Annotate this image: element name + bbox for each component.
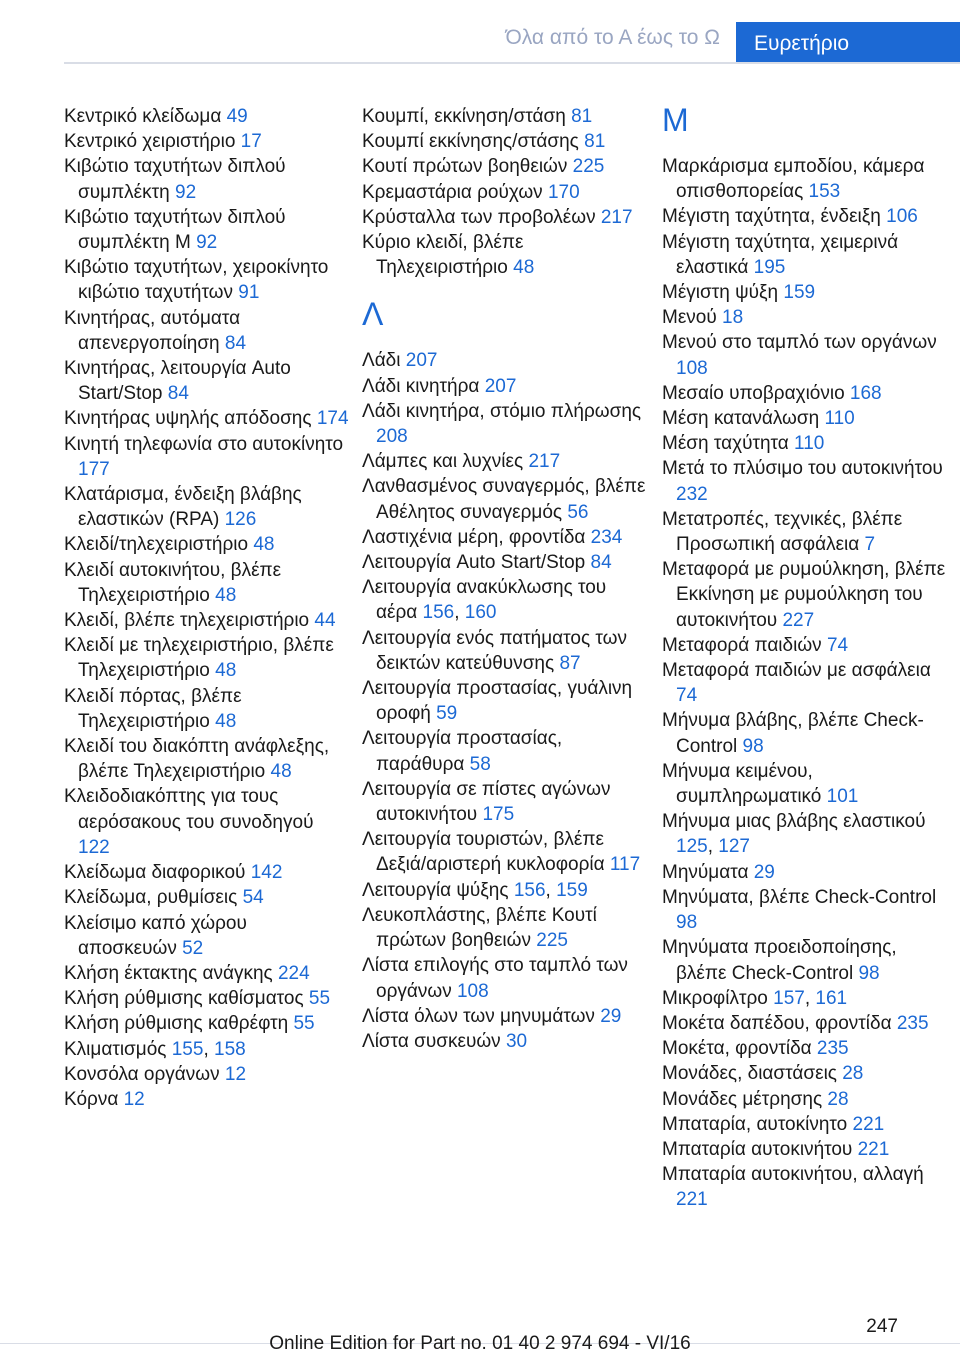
index-entry [64,734,350,784]
page-ref-link[interactable]: 29 [600,1005,622,1027]
index-entry [662,230,948,280]
index-entry-term: Μέση κατανάλωση [662,408,825,430]
index-entry [362,525,648,550]
index-entry-term: Κουμπί εκκίνησης/στάσης [362,131,585,153]
index-entry-term: Λειτουργία ψύξης [362,879,514,901]
page-ref-link[interactable]: 159 [556,879,588,901]
index-entry-term: Κρύσταλλα των προβολέων [362,206,601,228]
page-ref-link[interactable]: 221 [857,1138,890,1160]
index-entry [662,986,948,1011]
index-entry [64,104,350,129]
page-ref-link[interactable]: 221 [852,1113,885,1135]
page-ref-link[interactable]: 235 [816,1038,849,1060]
index-entry-term: Μέγιστη ταχύτητα, ένδειξη [662,206,887,228]
index-entry [362,1004,648,1029]
page-ref-link[interactable]: 48 [270,761,292,783]
index-entry [64,911,350,961]
page-ref-link[interactable]: 55 [308,988,331,1010]
page-ref-link[interactable]: 207 [405,350,438,372]
index-entry [662,860,948,885]
index-entry [362,230,648,280]
page-ref-link[interactable]: 110 [824,408,855,430]
index-entry-term: Κλήση έκτακτης ανάγκης [64,962,278,984]
index-entry [64,608,350,633]
index-entry-term: Κεντρικό χειριστήριο [64,131,241,153]
page-ref-link[interactable]: 217 [528,451,561,473]
index-entry-term: Λάδι κινητήρα, στόμιο πλήρωσης [362,400,642,422]
page-ref-link[interactable]: 84 [590,552,612,574]
page-ref-link[interactable]: 235 [896,1012,929,1034]
index-entry-term: Λίστα επιλογής στο ταμπλό των οργάνων [362,955,628,1002]
page-ref-link[interactable]: 28 [827,1088,849,1110]
page-ref-link[interactable]: 217 [600,206,633,228]
page-ref-link[interactable]: 225 [536,930,568,952]
index-entry [662,1137,948,1162]
page-ref-link[interactable]: 52 [182,937,204,959]
index-entry [362,104,648,129]
index-entry-term: Κύριο κλειδί, βλέπε Τηλεχειριστήριο [362,232,524,279]
index-entry [64,432,350,482]
page-ref-link[interactable]: 158 [214,1038,246,1060]
index-entry-term: Κλείδωμα διαφορικού [64,862,251,884]
index-entry-term: Μπαταρία αυτοκινήτου [662,1138,858,1160]
index-entry [662,1036,948,1061]
index-entry [64,558,350,608]
page-ref-link[interactable]: 142 [250,862,283,884]
index-entry-term: Κινητήρας, αυτόματα απενεργοποίηση [64,307,241,354]
page-ref-link[interactable]: 195 [753,256,786,278]
index-column-1 [64,104,350,1112]
page-header [0,0,960,62]
index-entry [362,878,648,903]
index-entry [362,550,648,575]
index-entry-term: Κινητήρας, λειτουργία Auto Start/Stop [64,358,291,405]
index-entry-term: Λίστα όλων των μηνυμάτων [362,1005,601,1027]
page-ref-link[interactable]: 156 [422,602,455,624]
index-entry [662,507,948,557]
index-entry-term: Μοκέτα, φροντίδα [662,1038,817,1060]
footer-edition: Online Edition for Part no. 01 40 2 974 694 - VI/16 [269,1333,691,1354]
page-ref-link[interactable]: 17 [240,131,262,153]
page-ref-link[interactable]: 221 [676,1189,708,1211]
page-ref-link[interactable]: 156 [513,879,546,901]
page-ref-link[interactable]: 12 [123,1088,145,1110]
index-entry-term: Λάμπες και λυχνίες [362,451,529,473]
page-ref-link[interactable]: 98 [858,962,880,984]
index-entry [362,374,648,399]
index-entry [64,860,350,885]
page-ref-link[interactable]: 49 [226,106,248,127]
index-entry [662,935,948,985]
index-entry-term: Κόρνα [64,1088,124,1110]
page-ref-link[interactable]: 155 [171,1038,204,1060]
index-entry-term: Κλατάρισμα, ένδειξη βλάβης ελαστικών (RPA) [64,484,302,531]
page-ref-separator: , [707,836,719,858]
index-entry [64,306,350,356]
index-entry-term: Λειτουργία σε πίστες αγώνων αυτοκινήτου [362,778,611,826]
page-ref-separator: , [804,987,816,1009]
index-entry-term: Μέγιστη ταχύτητα, χειμερινά ελαστικά [662,231,899,278]
page-ref-link[interactable]: 48 [513,257,535,279]
page-ref-separator: , [545,879,557,901]
index-entry [64,154,350,204]
page-ref-link[interactable]: 108 [456,980,489,1002]
index-entry [362,1029,648,1054]
page-ref-link[interactable]: 110 [794,433,825,455]
index-entry-term: Κλειδί αυτοκινήτου, βλέπε Τηλεχειριστήριο [64,559,282,606]
page-number: 247 [866,1316,898,1337]
page-ref-link[interactable]: 159 [783,282,816,304]
page-ref-link[interactable]: 28 [842,1063,864,1085]
page-ref-link[interactable]: 208 [376,426,408,448]
index-letter-heading: M [662,102,689,138]
page-ref-link[interactable]: 207 [484,375,517,397]
page-ref-link[interactable]: 7 [864,534,876,556]
index-entry [64,1037,350,1062]
page-ref-link[interactable]: 224 [277,962,310,984]
index-entry [662,280,948,305]
index-entry-term: Κρεμαστάρια ρούχων [362,181,548,203]
index-entry-term: Μικροφίλτρο [662,987,774,1009]
index-entry [362,474,648,524]
index-entry [662,1011,948,1036]
index-entry [362,626,648,676]
index-entry-term: Κλειδί με τηλεχειριστήριο, βλέπε Τηλεχειριστήριο [64,635,334,682]
index-entry-term: Λίστα συσκευών [362,1030,506,1052]
page-ref-link[interactable]: 127 [718,836,750,858]
page-ref-link[interactable]: 74 [826,634,849,656]
page-ref-link[interactable]: 168 [849,382,882,404]
index-entry [362,399,648,449]
index-entry [362,777,648,827]
index-entry-term: Λάδι κινητήρα [362,375,485,397]
index-entry-term: Μεταφορά με ρυμούλκηση, βλέπε Εκκίνηση με ρυμούλκηση του αυτοκινήτου [662,559,946,631]
index-entry-term: Μαρκάρισμα εμποδίου, κάμερα οπισθοπορείας [662,156,925,203]
header-chapter-title: Ευρετήριο [754,32,850,55]
index-entry [362,903,648,953]
page-ref-link[interactable]: 29 [753,861,775,883]
index-entry-term: Κλειδί/τηλεχειριστήριο [64,534,254,556]
index-entry [64,482,350,532]
index-entry [662,305,948,330]
index-entry [64,633,350,683]
page-ref-link[interactable]: 48 [253,534,275,556]
index-entry-term: Κλειδί, βλέπε τηλεχειριστήριο [64,610,315,632]
index-entry [662,1112,948,1137]
index-entry-term: Μεταφορά παιδιών [662,634,827,656]
index-entry-term: Λειτουργία ανακύκλωσης του αέρα [362,577,607,624]
index-entry-term: Λειτουργία Auto Start/Stop [362,552,591,574]
page-ref-link[interactable]: 117 [609,854,641,876]
index-column-3 [662,104,948,1213]
index-entry-term: Μηνύματα προειδοποίησης, βλέπε Check-Control [662,937,897,984]
index-entry [662,708,948,758]
page-ref-link[interactable]: 234 [590,526,623,548]
index-entry-term: Κιβώτιο ταχυτήτων διπλού συμπλέκτη [64,156,286,203]
page-ref-link[interactable]: 125 [676,836,708,858]
page-ref-link[interactable]: 59 [436,703,458,725]
index-entry-term: Λειτουργία προστασίας, παράθυρα [362,728,563,775]
index-entry-term: Μπαταρία, αυτοκίνητο [662,1113,853,1135]
index-entry-term: Λάδι [362,350,406,372]
index-entry [64,406,350,431]
page-ref-link[interactable]: 48 [215,584,237,606]
index-entry-term: Κλιματισμός [64,1038,172,1060]
page-ref-link[interactable]: 74 [676,685,698,707]
index-entry [64,986,350,1011]
index-entry [64,1087,350,1112]
index-entry-term: Κονσόλα οργάνων [64,1063,225,1085]
index-letter-heading: Λ [362,296,384,333]
index-entry [662,633,948,658]
index-entry-term: Μετατροπές, τεχνικές, βλέπε Προσωπική ασφάλεια [662,508,903,556]
index-entry-term: Λειτουργία ενός πατήματος των δεικτών κατεύθυνσης [362,627,627,674]
index-entry-term: Μενού στο ταμπλό των οργάνων [662,332,937,354]
page-ref-link[interactable]: 48 [215,660,237,682]
page-ref-link[interactable]: 175 [482,804,515,826]
index-entry [362,575,648,625]
page-ref-link[interactable]: 160 [464,602,497,624]
page-ref-link[interactable]: 84 [167,383,189,405]
page-ref-link[interactable]: 56 [567,501,589,523]
index-entry [64,532,350,557]
index-entry [64,885,350,910]
page-ref-link[interactable]: 58 [469,753,491,775]
index-entry [662,759,948,809]
index-entry-term: Μέγιστη ψύξη [662,282,784,304]
index-entry-term: Μεταφορά παιδιών με ασφάλεια [662,660,931,682]
index-entry [662,885,948,935]
page-ref-link[interactable]: 174 [316,408,349,430]
page-ref-link[interactable]: 55 [293,1013,315,1035]
index-entry-term: Μετά το πλύσιμο του αυτοκινήτου [662,458,943,480]
index-entry [662,809,948,859]
page-ref-link[interactable]: 106 [886,206,918,228]
index-entry [64,784,350,860]
index-entry [362,154,648,179]
index-entry-term: Λειτουργία τουριστών, βλέπε Δεξιά/αριστερή κυκλοφορία [362,829,610,876]
page-ref-link[interactable]: 126 [224,509,257,531]
page-ref-link[interactable]: 81 [571,106,593,127]
index-entry-term: Λειτουργία προστασίας, γυάλινη οροφή [362,678,633,725]
index-entry [362,953,648,1003]
page-ref-link[interactable]: 91 [238,282,260,304]
page-ref-separator: , [454,602,465,624]
index-entry-term: Κουτί πρώτων βοηθειών [362,156,573,178]
index-entry-term: Κλειδοδιακόπτης για τους αερόσακους του συνοδηγού [64,786,314,833]
page-ref-link[interactable]: 12 [224,1063,247,1085]
page-ref-link[interactable]: 48 [215,710,237,732]
index-entry-term: Μηνύματα, βλέπε Check-Control [662,886,937,908]
index-column-2 [362,104,648,1054]
index-entry [662,431,948,456]
index-entry-term: Κιβώτιο ταχυτήτων διπλού συμπλέκτη M [64,206,286,254]
index-entry-term: Μεσαίο υποβραχιόνιο [662,382,850,404]
page-ref-link[interactable]: 161 [815,987,848,1009]
index-entry-term: Μήνυμα κειμένου, συμπληρωματικό [662,760,827,808]
index-entry [662,330,948,380]
index-entry [64,1011,350,1036]
index-entry [662,406,948,431]
page-ref-link[interactable]: 87 [559,652,581,674]
index-entry-term: Μονάδες, διαστάσεις [662,1063,843,1085]
index-entry [662,204,948,229]
index-entry [64,356,350,406]
index-entry-term: Κλείσιμο καπό χώρου αποσκευών [64,912,247,959]
index-entry [662,658,948,708]
index-entry-term: Λανθασμένος συναγερμός, βλέπε Αθέλητος συναγερμός [362,476,646,523]
page-ref-link[interactable]: 30 [505,1030,528,1052]
index-entry [662,456,948,506]
index-entry [64,1062,350,1087]
page-ref-link[interactable]: 92 [196,232,218,254]
page-ref-link[interactable]: 98 [676,912,698,934]
page-ref-link[interactable]: 81 [584,131,606,153]
page-ref-link[interactable]: 92 [175,181,197,203]
index-entry [64,205,350,255]
index-entry-term: Κλειδί του διακόπτη ανάφλεξης, βλέπε Τηλεχειριστήριο [64,736,330,783]
index-entry [362,676,648,726]
index-entry-term: Κλείδωμα, ρυθμίσεις [64,887,243,909]
index-entry-term: Κλήση ρύθμισης καθρέφτη [64,1013,294,1035]
page-ref-link[interactable]: 44 [314,610,336,632]
header-divider [64,62,960,64]
index-entry-term: Κλήση ρύθμισης καθίσματος [64,988,309,1010]
index-entry [64,255,350,305]
index-entry-term: Κινητή τηλεφωνία στο αυτοκίνητο [64,433,344,455]
page-ref-link[interactable]: 101 [826,786,859,808]
page-ref-link[interactable]: 227 [782,609,815,631]
index-entry [362,180,648,205]
index-entry [662,381,948,406]
index-entry-term: Μηνύματα [662,861,754,883]
index-entry [662,154,948,204]
index-entry [64,961,350,986]
page-ref-link[interactable]: 98 [742,735,764,757]
index-entry-term: Μέση ταχύτητα [662,433,795,455]
page-ref-link[interactable]: 225 [572,156,605,178]
header-chapter-tab[interactable] [736,22,960,62]
index-entry-term: Μονάδες μέτρησης [662,1088,828,1110]
page-ref-link[interactable]: 18 [722,307,744,329]
index-entry-term: Μενού [662,307,723,329]
page-ref-link[interactable]: 157 [773,987,805,1009]
page-ref-link[interactable]: 122 [78,836,110,858]
header-section-title[interactable]: Όλα από το Α έως το Ω [505,26,720,49]
index-entry-term: Κουμπί, εκκίνηση/στάση [362,106,572,127]
index-entry [662,557,948,633]
index-entry-term: Μοκέτα δαπέδου, φροντίδα [662,1012,897,1034]
index-entry-term: Κινητήρας υψηλής απόδοσης [64,408,317,430]
index-entry [362,827,648,877]
index-entry [64,129,350,154]
page-ref-link[interactable]: 54 [242,887,264,909]
index-entry-term: Μήνυμα βλάβης, βλέπε Check-Control [662,710,924,757]
index-entry-term: Μήνυμα μιας βλάβης ελαστικού [662,811,926,833]
index-entry [362,205,648,230]
index-entry [662,1087,948,1112]
index-entry [362,129,648,154]
page-ref-link[interactable]: 108 [676,357,708,379]
page-ref-link[interactable]: 177 [78,458,110,480]
index-entry-term: Λευκοπλάστης, βλέπε Κουτί πρώτων βοηθειών [362,904,597,952]
index-entry-term: Κεντρικό κλείδωμα [64,106,227,127]
index-entry-term: Κλειδί πόρτας, βλέπε Τηλεχειριστήριο [64,685,242,732]
page-ref-separator: , [203,1038,214,1060]
index-entry [362,449,648,474]
page-ref-link[interactable]: 170 [547,181,580,203]
index-entry [64,684,350,734]
index-entry [662,1162,948,1212]
page-ref-link[interactable]: 232 [676,483,708,505]
index-entry [362,348,648,373]
index-entry [662,1061,948,1086]
page-ref-link[interactable]: 84 [224,332,247,354]
index-entry [362,726,648,776]
page-ref-link[interactable]: 153 [808,181,841,203]
index-entry-term: Κιβώτιο ταχυτήτων, χειροκίνητο κιβώτιο ταχυτήτων [64,257,329,304]
index-entry-term: Λαστιχένια μέρη, φροντίδα [362,526,591,548]
index-entry-term: Μπαταρία αυτοκινήτου, αλλαγή [662,1164,924,1186]
